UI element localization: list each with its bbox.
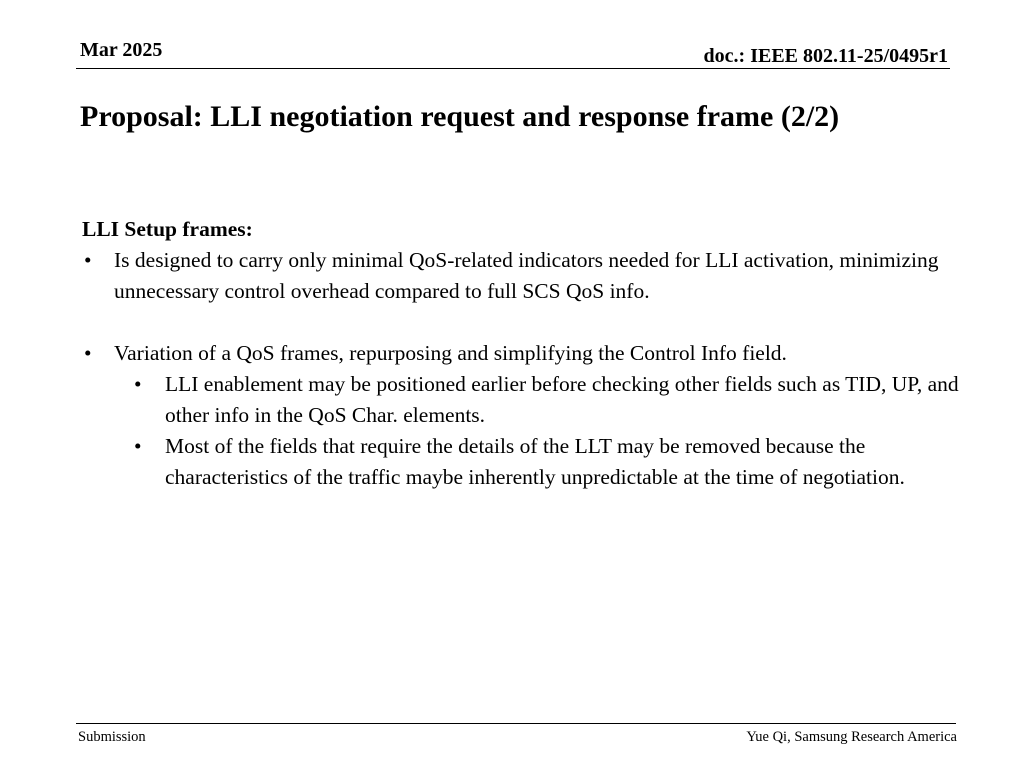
header-divider <box>76 68 950 69</box>
bullet-dot-icon: • <box>134 434 142 458</box>
slide-title: Proposal: LLI negotiation request and response frame (2/2) <box>80 100 840 133</box>
sub-bullet-item <box>82 369 972 431</box>
sub-bullet-item <box>82 431 972 493</box>
section-heading: LLI Setup frames: <box>82 217 253 241</box>
bullet-dot-icon: • <box>84 248 92 272</box>
slide-content <box>82 214 972 493</box>
footer-right: Yue Qi, Samsung Research America <box>746 729 957 745</box>
sub-bullet-text: Most of the fields that require the details of the LLT may be removed because the characteristics of the traffic maybe inherently unpredictable at the time of negotiation. <box>165 434 905 489</box>
header-doc-id: doc.: IEEE 802.11-25/0495r1 <box>703 45 948 67</box>
footer-divider <box>76 723 956 724</box>
bullet-dot-icon: • <box>134 372 142 396</box>
bullet-item <box>82 245 972 307</box>
footer-left: Submission <box>78 729 146 745</box>
bullet-text: Variation of a QoS frames, repurposing and simplifying the Control Info field. <box>114 341 787 365</box>
bullet-text: Is designed to carry only minimal QoS-related indicators needed for LLI activation, minimizing unnecessary control overhead compared to full SCS QoS info. <box>114 248 939 303</box>
bullet-dot-icon: • <box>84 341 92 365</box>
sub-bullet-text: LLI enablement may be positioned earlier before checking other fields such as TID, UP, and other info in the QoS Char. elements. <box>165 372 959 427</box>
header-date: Mar 2025 <box>80 39 163 61</box>
spacer <box>82 307 972 338</box>
bullet-item <box>82 338 972 369</box>
